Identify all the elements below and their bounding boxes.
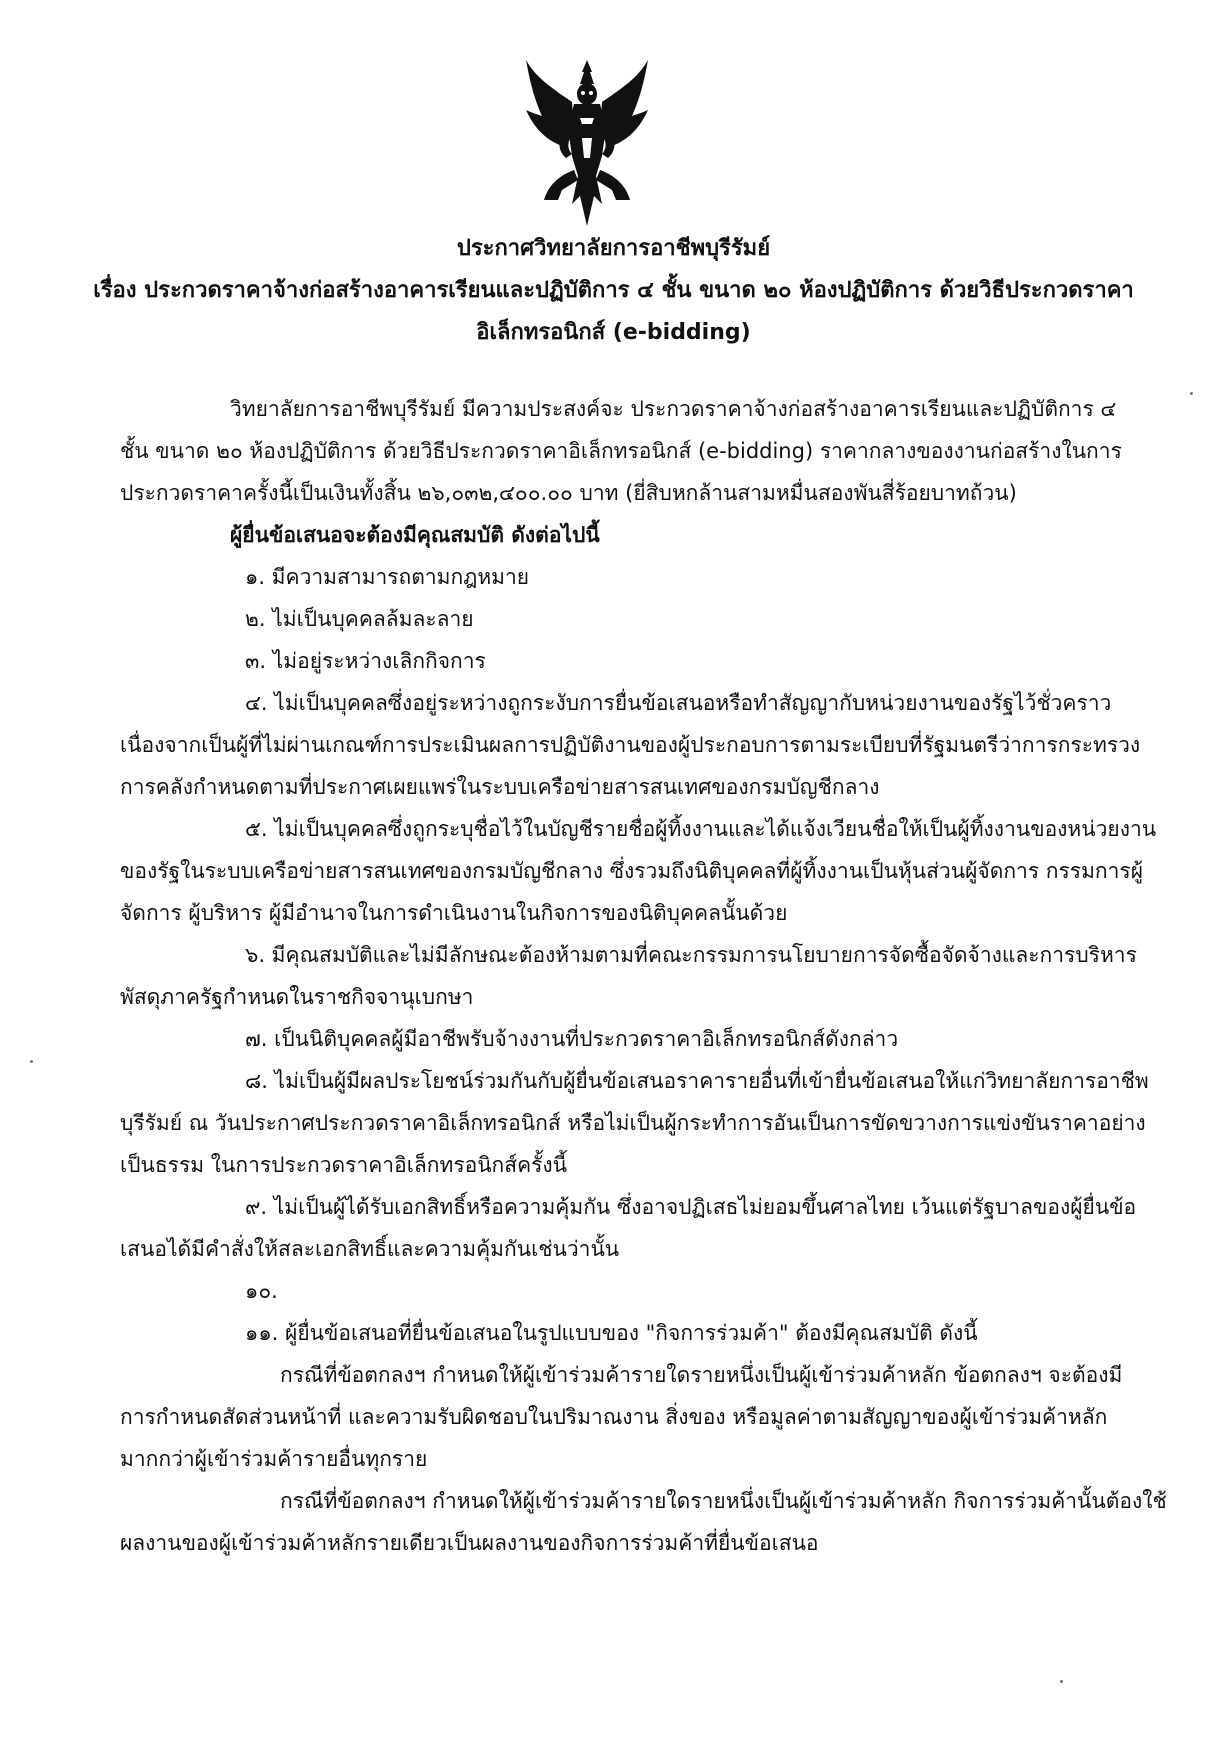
- qualification-item-7: ๗. เป็นนิติบุคคลผู้มีอาชีพรับจ้างงานที่ประกวดราคาอิเล็กทรอนิกส์ดังกล่าว: [245, 1027, 899, 1051]
- qualification-item-9: ๙. ไม่เป็นผู้ได้รับเอกสิทธิ์หรือความคุ้มกัน ซึ่งอาจปฏิเสธไม่ยอมขึ้นศาลไทย เว้นแต่รัฐบาลของผู้ยื่นข้อ: [245, 1195, 1137, 1219]
- qualification-item-5-cont: จัดการ ผู้บริหาร ผู้มีอำนาจในการดำเนินงานในกิจการของนิติบุคคลนั้นด้วย: [120, 901, 788, 925]
- joint-venture-paragraph-2: กรณีที่ข้อตกลงฯ กำหนดให้ผู้เข้าร่วมค้ารายใดรายหนึ่งเป็นผู้เข้าร่วมค้าหลัก กิจการร่วมค้านั้นต้องใช้: [280, 1489, 1167, 1513]
- intro-line: ชั้น ขนาด ๒๐ ห้องปฏิบัติการ ด้วยวิธีประกวดราคาอิเล็กทรอนิกส์ (e-bidding) ราคากลางของงานก่อสร้างในการ: [120, 439, 1122, 463]
- qualification-item-11: ๑๑. ผู้ยื่นข้อเสนอที่ยื่นข้อเสนอในรูปแบบของ "กิจการร่วมค้า" ต้องมีคุณสมบัติ ดังนี้: [245, 1321, 978, 1345]
- scan-speck: [1060, 1680, 1063, 1683]
- qualification-item-8-cont: เป็นธรรม ในการประกวดราคาอิเล็กทรอนิกส์ครั้งนี้: [120, 1153, 568, 1177]
- qualifications-heading: ผู้ยื่นข้อเสนอจะต้องมีคุณสมบัติ ดังต่อไปนี้: [230, 523, 600, 547]
- announcement-title: ประกาศวิทยาลัยการอาชีพบุรีรัมย์: [456, 236, 771, 261]
- qualification-item-6-cont: พัสดุภาครัฐกำหนดในราชกิจจานุเบกษา: [120, 985, 474, 1009]
- subject-line-1: เรื่อง ประกวดราคาจ้างก่อสร้างอาคารเรียนและปฏิบัติการ ๔ ชั้น ขนาด ๒๐ ห้องปฏิบัติการ ด้วยวิธีประกวดราคา: [93, 278, 1134, 303]
- qualification-item-4: ๔. ไม่เป็นบุคคลซึ่งอยู่ระหว่างถูกระงับการยื่นข้อเสนอหรือทำสัญญากับหน่วยงานของรัฐไว้ชั่วคราว: [245, 691, 1112, 715]
- qualification-item-5: ๕. ไม่เป็นบุคคลซึ่งถูกระบุชื่อไว้ในบัญชีรายชื่อผู้ทิ้งงานและได้แจ้งเวียนชื่อให้เป็นผู้ทิ้งงานของหน่วยงาน: [245, 817, 1157, 841]
- scan-speck: [1190, 392, 1193, 395]
- qualification-item-5-cont: ของรัฐในระบบเครือข่ายสารสนเทศของกรมบัญชีกลาง ซึ่งรวมถึงนิติบุคคลที่ผู้ทิ้งงานเป็นหุ้นส่วนผู้จัดการ กรรมการผู้: [120, 859, 1144, 883]
- qualification-item-1: ๑. มีความสามารถตามกฎหมาย: [245, 565, 530, 589]
- joint-venture-paragraph-2-cont: ผลงานของผู้เข้าร่วมค้าหลักรายเดียวเป็นผลงานของกิจการร่วมค้าที่ยื่นข้อเสนอ: [120, 1531, 819, 1555]
- joint-venture-paragraph-1-cont: การกำหนดสัดส่วนหน้าที่ และความรับผิดชอบในปริมาณงาน สิ่งของ หรือมูลค่าตามสัญญาของผู้เข้าร่วมค้าหลัก: [120, 1405, 1108, 1429]
- subject-line-2: อิเล็กทรอนิกส์ (e-bidding): [476, 320, 751, 345]
- qualification-item-6: ๖. มีคุณสมบัติและไม่มีลักษณะต้องห้ามตามที่คณะกรรมการนโยบายการจัดซื้อจัดจ้างและการบริหาร: [245, 943, 1137, 967]
- garuda-emblem-icon: [522, 58, 652, 228]
- joint-venture-paragraph-1-cont: มากกว่าผู้เข้าร่วมค้ารายอื่นทุกราย: [120, 1447, 428, 1471]
- qualification-item-2: ๒. ไม่เป็นบุคคลล้มละลาย: [245, 607, 474, 631]
- joint-venture-paragraph-1: กรณีที่ข้อตกลงฯ กำหนดให้ผู้เข้าร่วมค้ารายใดรายหนึ่งเป็นผู้เข้าร่วมค้าหลัก ข้อตกลงฯ จะต้องมี: [280, 1363, 1123, 1387]
- qualification-item-10: ๑๐.: [245, 1279, 278, 1303]
- qualification-item-4-cont: เนื่องจากเป็นผู้ที่ไม่ผ่านเกณฑ์การประเมินผลการปฏิบัติงานของผู้ประกอบการตามระเบียบที่รัฐมนตรีว่าการกระทรวง: [120, 733, 1141, 757]
- qualification-item-9-cont: เสนอได้มีคำสั่งให้สละเอกสิทธิ์และความคุ้มกันเช่นว่านั้น: [120, 1237, 620, 1261]
- qualification-item-3: ๓. ไม่อยู่ระหว่างเลิกกิจการ: [245, 649, 486, 673]
- scan-speck: [30, 1060, 33, 1063]
- qualification-item-4-cont: การคลังกำหนดตามที่ประกาศเผยแพร่ในระบบเครือข่ายสารสนเทศของกรมบัญชีกลาง: [120, 775, 880, 799]
- intro-line: วิทยาลัยการอาชีพบุรีรัมย์ มีความประสงค์จะ ประกวดราคาจ้างก่อสร้างอาคารเรียนและปฏิบัติการ ๔: [230, 397, 1117, 421]
- qualification-item-8: ๘. ไม่เป็นผู้มีผลประโยชน์ร่วมกันกับผู้ยื่นข้อเสนอราคารายอื่นที่เข้ายื่นข้อเสนอให้แก่วิทยาลัยการอาชีพ: [245, 1069, 1149, 1093]
- qualification-item-8-cont: บุรีรัมย์ ณ วันประกาศประกวดราคาอิเล็กทรอนิกส์ หรือไม่เป็นผู้กระทำการอันเป็นการขัดขวางการแข่งขันราคาอย่าง: [120, 1111, 1146, 1135]
- intro-line: ประกวดราคาครั้งนี้เป็นเงินทั้งสิ้น ๒๖,๐๓๒,๔๐๐.๐๐ บาท (ยี่สิบหกล้านสามหมื่นสองพันสี่ร้อยบาทถ้วน): [120, 481, 1017, 505]
